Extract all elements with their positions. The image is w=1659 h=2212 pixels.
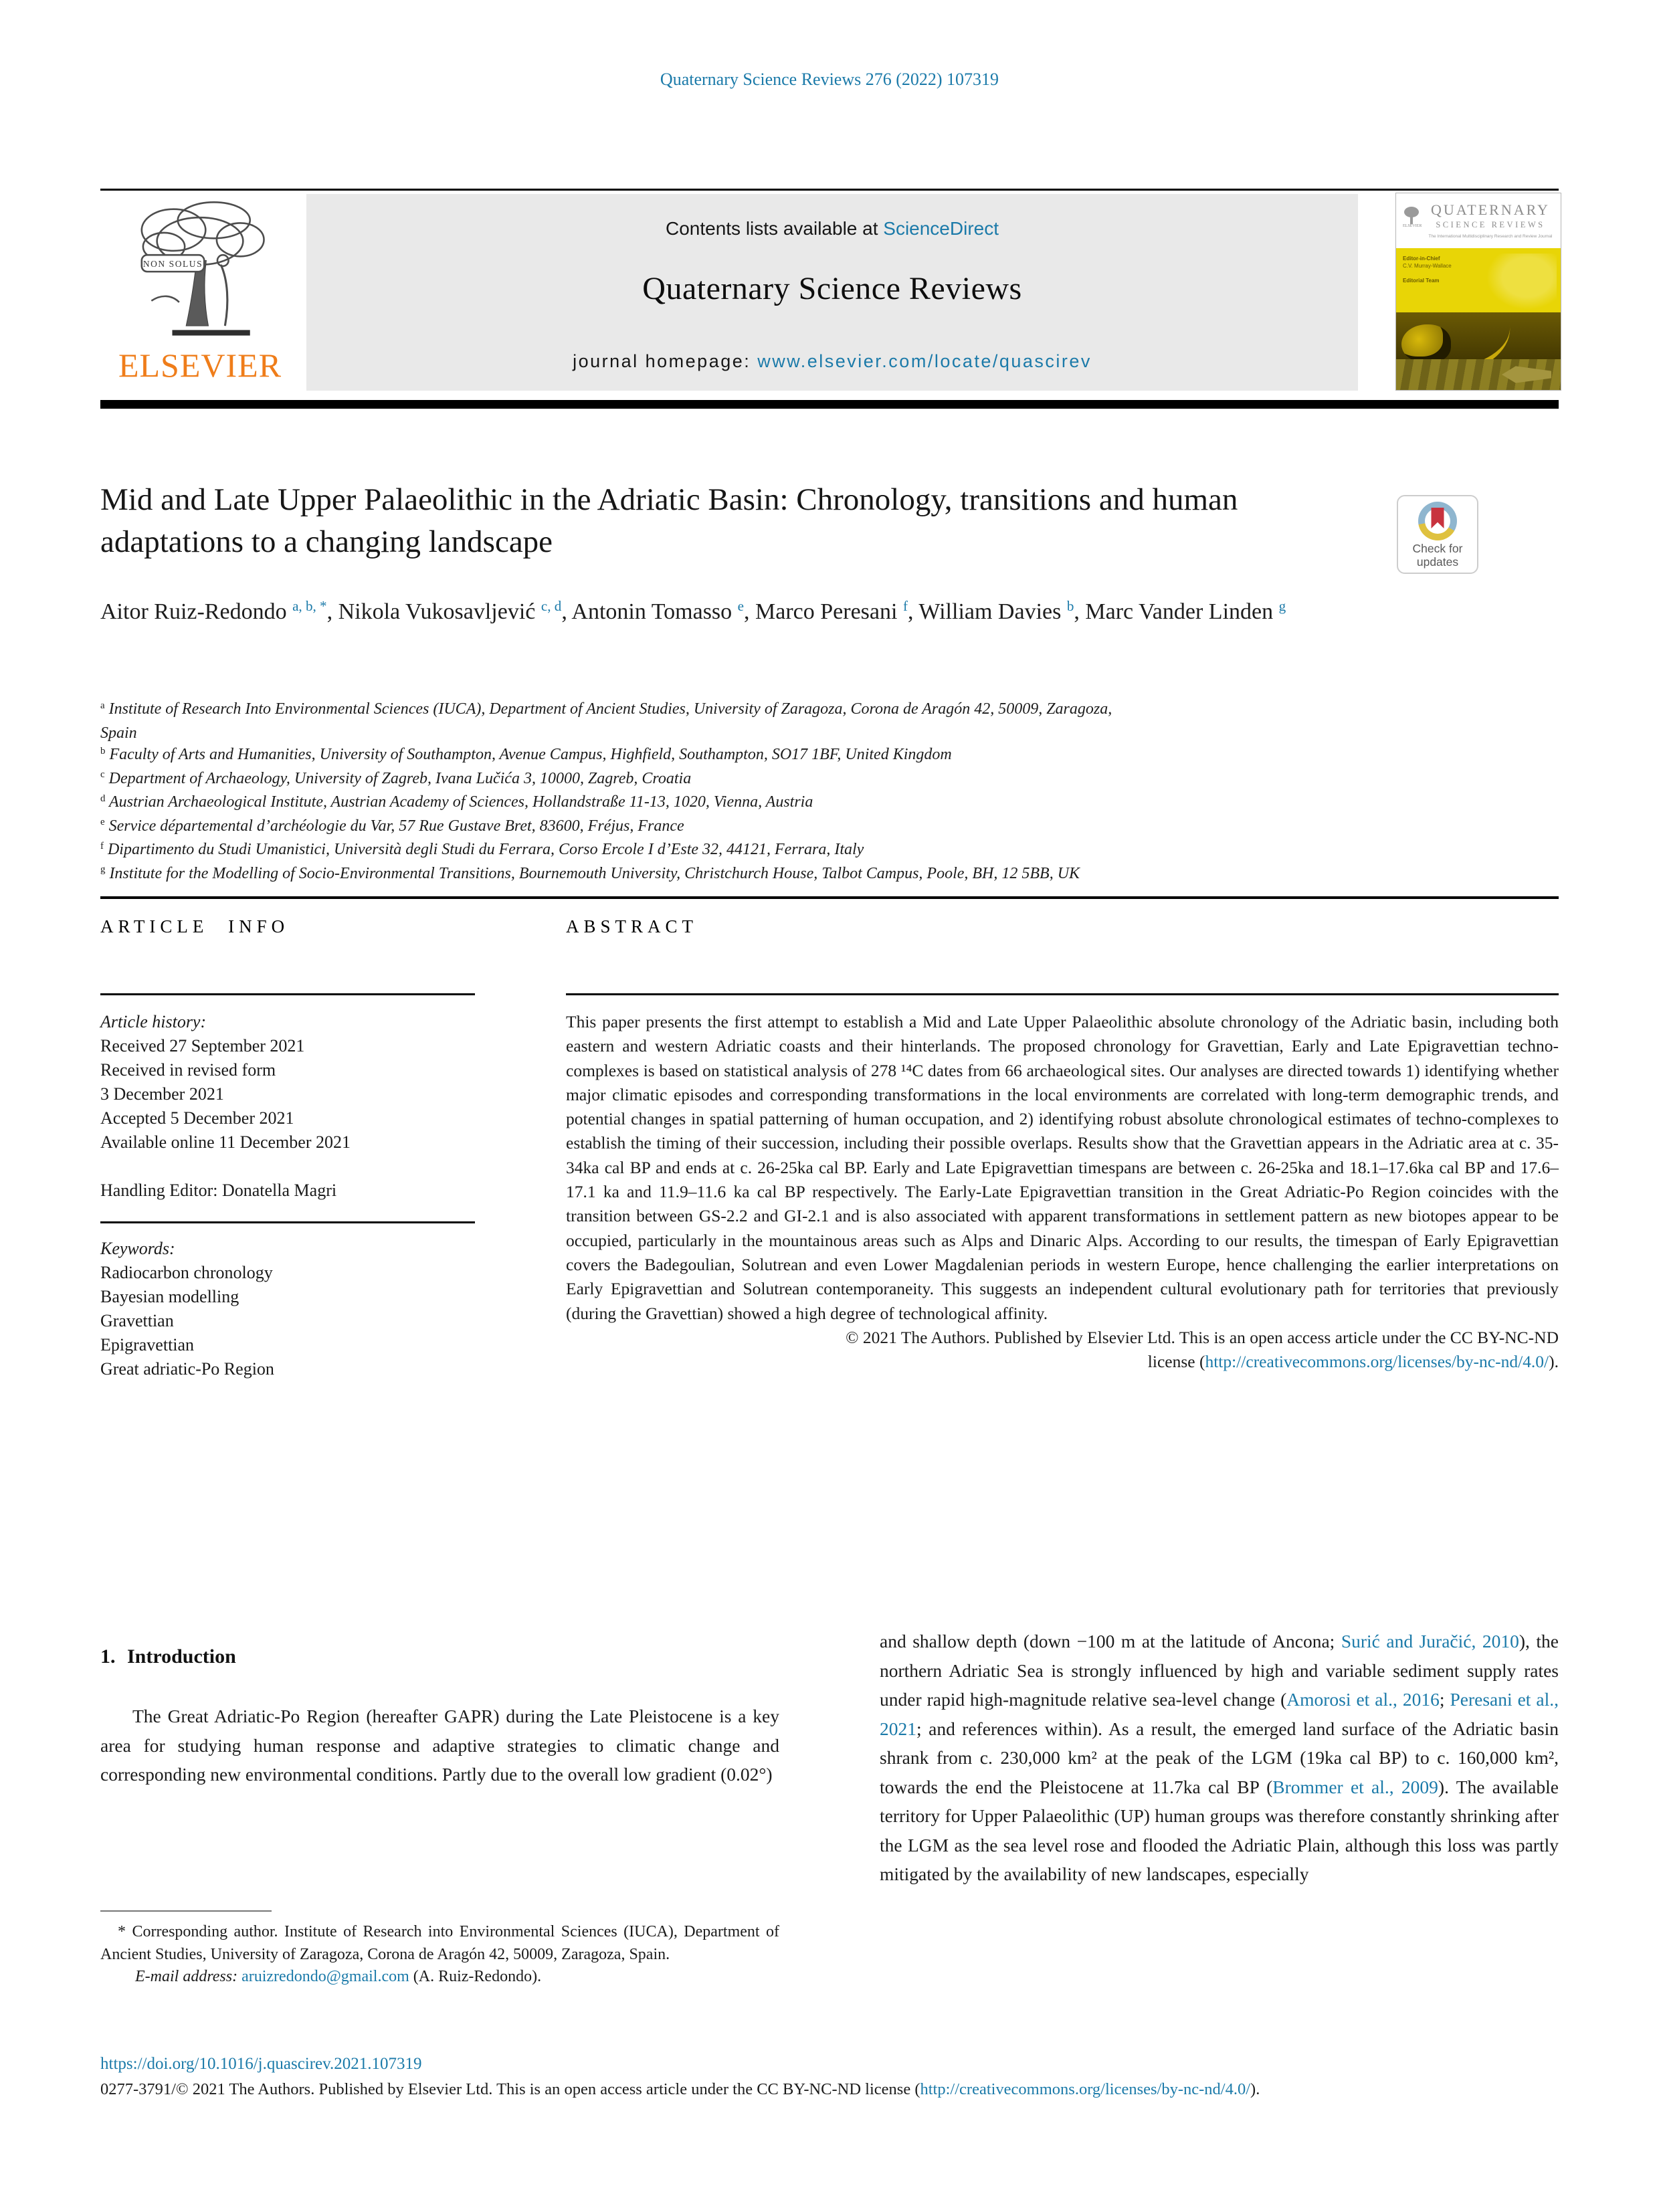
text-segment: Aitor Ruiz-Redondo [100,599,293,624]
keyword: Epigravettian [100,1335,195,1354]
handling-editor-line: Handling Editor: Donatella Magri [100,1181,337,1200]
text-segment: b [100,745,106,757]
check-for-updates-badge[interactable] [1397,495,1478,574]
history-line: Received 27 September 2021 [100,1036,305,1055]
header-divider-bar [100,400,1559,409]
text-segment: Austrian Archaeological Institute, Austrian Academy of Sciences, Hollandstraße 11-13, 1020, Vienna, Austria [105,793,813,811]
text-segment: ; and references within). As a result, the emerged land surface of the Adriatic basin shrank from c. 230,000 km² at the peak of the LGM (19ka cal BP) to c. 160,000 km², towards the end the Pleistocene at 11.7ka cal BP ( [880,1718,1559,1797]
journal-homepage-link[interactable]: www.elsevier.com/locate/quascirev [757,351,1092,371]
text-segment: ). The available territory for Upper Palaeolithic (UP) human groups was therefore constantly shrinking after the LGM as the sea level rose and flooded the Adriatic Plain, although this loss was partly mitigated by the availability of new landscapes, especially [880,1776,1559,1884]
affiliation-line [100,839,1458,863]
inline-link[interactable]: Peresani et al., 2021 [880,1689,1559,1739]
text-segment: (A. Ruiz-Redondo). [409,1968,542,1985]
abstract-copyright [566,1326,1559,1375]
history-line: 3 December 2021 [100,1084,224,1104]
text-segment: f [100,840,104,851]
article-history-block [100,1010,475,1154]
affiliation-line [100,863,1458,887]
text-segment: e [100,817,105,828]
affiliation-line [100,791,1458,815]
cover-arrowhead-shape [1502,365,1551,385]
cover-editor-info: Editor-in-Chief C.V. Murray-Wallace Editorial Team [1403,256,1452,284]
intro-paragraph-left: The Great Adriatic-Po Region (hereafter GAPR) during the Late Pleistocene is a key area for studying human response and adaptive strategies to climatic change and corresponding new environmental conditions. Partly due to the overall low gradient (0.02°) [100,1706,779,1785]
elsevier-logo [99,197,301,392]
text-segment: ), the northern Adriatic Sea is strongly influenced by high and variable sediment supply rates under rapid high-magnitude relative sea-level change ( [880,1631,1559,1710]
text-segment: and shallow depth (down −100 m at the latitude of Ancona; [880,1631,1341,1651]
article-title: Mid and Late Upper Palaeolithic in the Adriatic Basin: Chronology, transitions and human adaptations to a changing landscape [100,482,1238,559]
text-segment: Service départemental d’archéologie du Var, 57 Rue Gustave Bret, 83600, Fréjus, France [104,817,684,835]
crossmark-ring-icon [1418,502,1457,540]
keyword: Bayesian modelling [100,1287,239,1306]
check-for-updates-label: Check for updates [1412,542,1463,569]
inline-link[interactable]: Surić and Juračić, 2010 [1341,1631,1519,1651]
text-segment: Institute of Research Into Environmental Sciences (IUCA), Department of Ancient Studies, University of Zaragoza, Corona de Aragón 42, 50009, Zaragoza, [104,700,1112,718]
history-line: Received in revised form [100,1060,276,1080]
cover-title-line1: QUATERNARY [1431,201,1550,218]
affiliations-block [100,698,1458,886]
affiliation-line [100,744,1458,768]
text-segment: ). [1250,2080,1260,2098]
text-segment: , Nikola Vukosavljević [326,599,541,624]
text-segment: Dipartimento du Studi Umanistici, Università degli Studi du Ferrara, Corso Ercole I d’Este 32, 44121, Ferrara, Italy [103,841,864,858]
article-info-heading-rule [100,993,475,995]
footnote-text: * Corresponding author. Institute of Research into Environmental Sciences (IUCA), Department of Ancient Studies, University of Zaragoza, Corona de Aragón 42, 50009, Zaragoza, Spain. [100,1923,779,1963]
elsevier-wordmark: ELSEVIER [118,346,282,384]
abstract-column [566,916,1559,1374]
footnote-rule [100,1910,272,1912]
journal-banner-title: Quaternary Science Reviews [642,271,1022,306]
article-info-heading: ARTICLE INFO [100,916,290,936]
abstract-text: This paper presents the first attempt to establish a Mid and Late Upper Palaeolithic absolute chronology of the Adriatic basin, including both eastern and western Adriatic coasts and their hinterlands. The proposed chronology for Gravettian, Early and Late Epigravettian techno-complexes is based on statistical analysis of 278 ¹⁴C dates from 66 archaeological sites. Our analyses are directed towards 1) identifying whether major climatic episodes and corresponding transformations in the local environments are correlated with long-term demographic trends, and potential changes in spatial patterning of human occupation, and 2) identifying robust absolute chronological estimates of techno-complexes to establish the timing of their succession, including their possible overlaps. Results show that the Gravettian appears in the Adriatic area at c. 35-34ka cal BP and ends at c. 26-25ka cal BP. Early and Late Epigravettian timespans are between c. 26-25ka and 18.1–17.6ka cal BP and 17.6–17.1 ka and 11.9–11.6 ka cal BP respectively. The Early-Late Epigravettian transition in the Great Adriatic-Po Region coincides with the transition between GS-2.2 and GI-2.1 and is also associated with apparent transformations in settlement pattern as new biotopes appear to be occupied, particularly in the mountainous areas such as Alps and Dinaric Alps. According to our results, the timespan of Early Epigravettian covers the Badegoulian, Solutrean and even Lower Magdalenian periods in western Europe, hence challenging the earlier interpretations on Early Epigravettian and Solutrean contemporaneity. This suggests an independent cultural evolutionary path for territories that previously (during the Gravettian) showed a high degree of technological affinity. [566,1012,1559,1323]
affiliation-line [100,722,1458,744]
text-segment: g [100,864,106,876]
text-segment: ; [1439,1689,1450,1710]
elsevier-tree-icon [130,197,270,342]
section-heading-introduction: 1. Introduction [100,1645,236,1668]
cover-art [1396,248,1561,390]
journal-banner [306,194,1358,391]
inline-link[interactable]: b [1066,598,1074,615]
cover-title-line2: SCIENCE REVIEWS [1436,220,1545,229]
text-segment: , Marc Vander Linden [1074,599,1279,624]
affiliation-line [100,815,1458,839]
cover-tagline: The International Multidisciplinary Research and Review Journal [1428,234,1553,239]
inline-link[interactable]: http://creativecommons.org/licenses/by-nc-nd/4.0/ [1205,1352,1549,1372]
journal-citation: Quaternary Science Reviews 276 (2022) 107319 [660,70,999,89]
journal-cover-thumbnail[interactable] [1395,193,1561,391]
intro-paragraph-right [880,1627,1559,1889]
affiliation-line [100,698,1458,722]
text-segment: license ( [1147,1352,1205,1372]
keywords-top-rule [100,1221,475,1223]
text-segment: Faculty of Arts and Humanities, University of Southampton, Avenue Campus, Highfield, Southampton, SO17 1BF, United Kingdom [105,746,952,763]
header-top-rule [100,189,1559,191]
inline-link[interactable]: aruizredondo@gmail.com [241,1968,409,1985]
text-segment: E-mail address: [135,1968,242,1985]
non-solus-ribbon-label: NON SOLUS [142,258,203,269]
crossmark-bookmark-icon [1432,508,1444,528]
corresponding-author-footnote [100,1921,779,1989]
text-segment: a [100,700,105,711]
article-history-label: Article history: [100,1012,207,1031]
homepage-prefix: journal homepage: [573,351,758,371]
inline-link[interactable]: g [1278,598,1286,615]
license-line [566,1350,1559,1374]
inline-link[interactable]: c, d [541,598,562,615]
text-segment: Spain [100,724,137,742]
text-segment: Institute for the Modelling of Socio-Environmental Transitions, Bournemouth University, Christchurch House, Talbot Campus, Poole, BH, 12 5BB, UK [105,864,1080,882]
abstract-heading-rule [566,993,1559,995]
text-segment: c [100,769,105,781]
homepage-line [306,351,1358,372]
keywords-label: Keywords: [100,1239,175,1258]
abstract-top-rule [100,896,1559,899]
article-info-column [100,916,475,1381]
sciencedirect-link[interactable]: ScienceDirect [883,218,999,239]
keyword: Great adriatic-Po Region [100,1359,274,1379]
cover-mammoth-skeleton-ghost [1483,254,1557,312]
inline-link[interactable]: a, b, * [292,598,327,615]
inline-link[interactable]: Amorosi et al., 2016 [1286,1689,1440,1710]
inline-link[interactable]: Brommer et al., 2009 [1272,1776,1438,1797]
contents-prefix: Contents lists available at [665,218,884,239]
text-segment: , Antonin Tomasso [561,599,738,624]
text-segment: d [100,793,106,804]
keyword: Gravettian [100,1311,174,1330]
footnote-email-line [100,1966,779,1989]
intro-right-column [880,1627,1559,1889]
text-segment: , Marco Peresani [744,599,903,624]
inline-link[interactable]: http://creativecommons.org/licenses/by-nc-nd/4.0/ [920,2080,1251,2098]
author-list [100,595,1318,631]
doi-link[interactable]: https://doi.org/10.1016/j.quascirev.2021.107319 [100,2055,422,2073]
history-line: Accepted 5 December 2021 [100,1108,294,1128]
affiliation-line [100,768,1458,792]
inline-link[interactable]: f [902,598,908,615]
cover-artifact-strip [1396,359,1561,390]
cover-elsevier-mini-logo: ELSEVIER [1403,207,1420,229]
issn-license-line [100,2080,1559,2099]
copyright-line: © 2021 The Authors. Published by Elsevier Ltd. This is an open access article under the CC BY-NC-ND [846,1327,1559,1347]
abstract-heading: ABSTRACT [566,916,698,936]
inline-link[interactable]: e [737,598,745,615]
text-segment: , William Davies [907,599,1067,624]
text-segment: ). [1549,1352,1559,1372]
text-segment: 0277-3791/© 2021 The Authors. Published by Elsevier Ltd. This is an open access article under the CC BY-NC-ND license ( [100,2080,920,2098]
intro-left-column [100,1702,779,1789]
text-segment: Department of Archaeology, University of Zagreb, Ivana Lučića 3, 10000, Zagreb, Croatia [104,769,692,787]
contents-line [306,218,1358,239]
history-line: Available online 11 December 2021 [100,1132,351,1152]
keyword: Radiocarbon chronology [100,1263,273,1282]
